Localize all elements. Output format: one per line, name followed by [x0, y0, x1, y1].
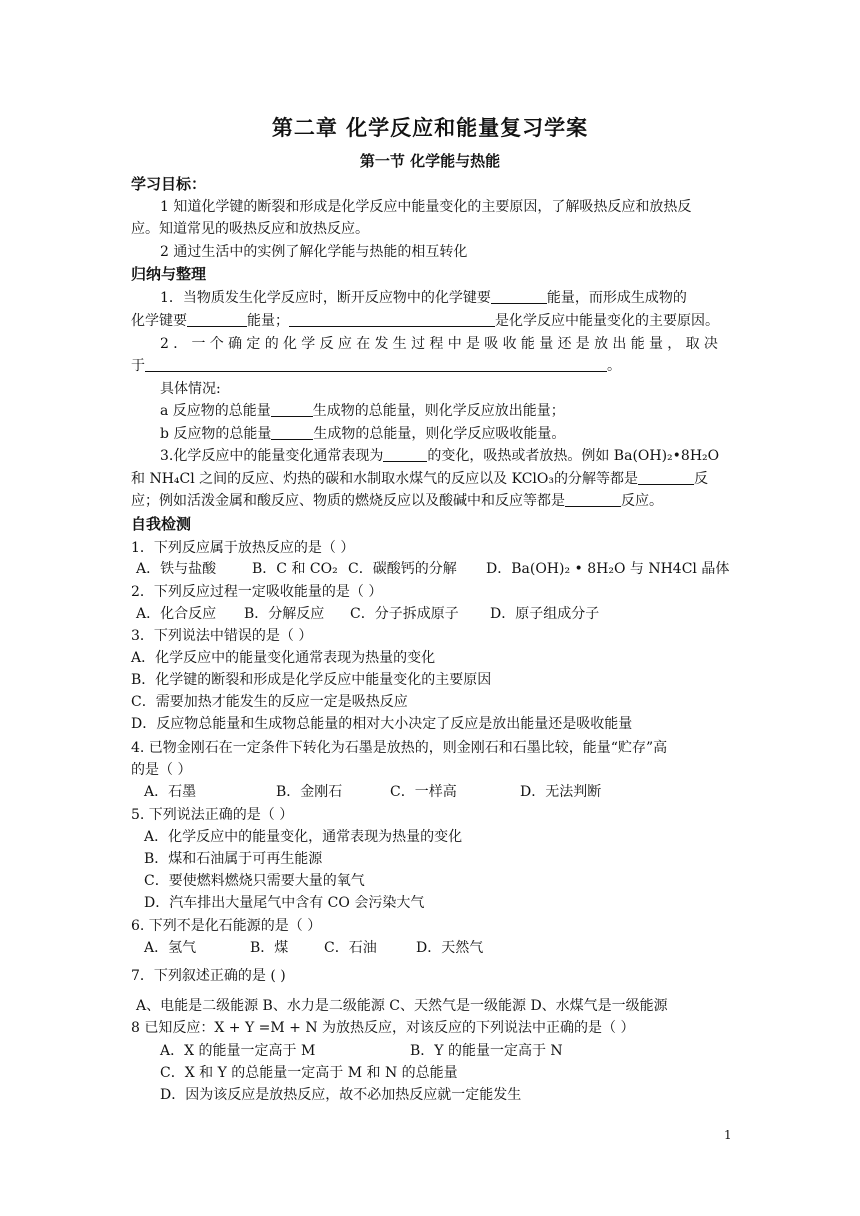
option-b[interactable]: B．金刚石	[276, 784, 343, 800]
page-title: 第二章 化学反应和能量复习学案	[271, 115, 589, 140]
summary-p3-line-3	[131, 491, 663, 511]
question-7: 7．下列叙述正确的是 ( )	[131, 968, 286, 984]
page-number: 1	[724, 1128, 732, 1142]
summary-p3-line-2	[131, 469, 708, 489]
text: 生成物的总能量，则化学反应放出能量；	[312, 403, 565, 419]
text: 于	[131, 358, 145, 374]
option-a[interactable]: A．铁与盐酸	[136, 561, 217, 577]
text: 化学键要	[131, 313, 187, 329]
question-3-option-c[interactable]: C．需要加热才能发生的反应一定是吸热反应	[131, 694, 408, 710]
text: 1．当物质发生化学反应时，断开反应物中的化学键要	[160, 290, 491, 306]
option-c[interactable]: C．一样高	[390, 784, 457, 800]
summary-p2-line-2	[131, 356, 621, 376]
text: 能量，而形成生成物的	[546, 290, 687, 306]
question-6-options	[144, 938, 483, 958]
question-4-options	[144, 782, 601, 802]
text: 反	[693, 471, 708, 487]
text: 的变化，吸热或者放热。例如 Ba(OH)₂•8H₂O	[427, 448, 720, 464]
text: 。	[607, 358, 621, 374]
summary-p2-line-1: 2．一个确定的化学反应在发生过程中是吸收能量还是放出能量，取决	[160, 336, 723, 352]
fill-blank[interactable]	[289, 312, 495, 327]
question-5-option-a[interactable]: A．化学反应中的能量变化，通常表现为热量的变化	[144, 829, 463, 845]
summary-p1-line-1	[160, 288, 687, 308]
question-4-line-1: 4. 已物金刚石在一定条件下转化为石墨是放热的，则金刚石和石墨比较，能量“贮存”高	[131, 740, 668, 756]
question-4-line-2: 的是（ ）	[131, 762, 192, 778]
check-heading: 自我检测	[131, 515, 192, 533]
fill-blank[interactable]	[271, 425, 313, 440]
detail-a	[160, 401, 565, 421]
option-a[interactable]: A．化合反应	[136, 606, 217, 622]
fill-blank[interactable]	[383, 447, 427, 462]
summary-p3-line-1	[160, 446, 719, 466]
option-b[interactable]: B．Y 的能量一定高于 N	[410, 1043, 563, 1059]
summary-heading: 归纳与整理	[131, 265, 207, 283]
detail-label: 具体情况:	[160, 381, 221, 397]
question-5-option-c[interactable]: C．要使燃料燃烧只需要大量的氧气	[144, 873, 365, 889]
option-d[interactable]: D．Ba(OH)₂ • 8H₂O 与 NH4Cl 晶体	[486, 561, 730, 577]
question-8-options-ab	[160, 1041, 563, 1061]
option-b[interactable]: B．C 和 CO₂	[252, 561, 338, 577]
option-c[interactable]: C．碳酸钙的分解	[348, 561, 457, 577]
fill-blank[interactable]	[491, 289, 547, 304]
question-8: 8 已知反应：X + Y =M + N 为放热反应，对该反应的下列说法中正确的是（ ）	[131, 1020, 635, 1036]
question-3: 3．下列说法中错误的是（ ）	[131, 628, 313, 644]
summary-p1-line-2	[131, 311, 719, 331]
option-d[interactable]: D．原子组成分子	[490, 606, 600, 622]
question-1: 1．下列反应属于放热反应的是（ ）	[131, 540, 355, 556]
goal-1-line-1: 1 知道化学键的断裂和形成是化学反应中能量变化的主要原因，了解吸热反应和放热反	[160, 199, 692, 215]
option-a[interactable]: A．氢气	[144, 940, 197, 956]
text: a 反应物的总能量	[160, 403, 271, 419]
goal-1-line-2: 应。知道常见的吸热反应和放热反应。	[131, 221, 369, 237]
question-8-option-c[interactable]: C．X 和 Y 的总能量一定高于 M 和 N 的总能量	[160, 1065, 458, 1081]
question-1-options	[136, 559, 729, 579]
option-d[interactable]: D．无法判断	[520, 784, 602, 800]
question-5: 5. 下列说法正确的是（ ）	[131, 807, 294, 823]
goal-2: 2 通过生活中的实例了解化学能与热能的相互转化	[160, 244, 468, 260]
option-b[interactable]: B．煤	[250, 940, 289, 956]
question-5-option-d[interactable]: D．汽车排出大量尾气中含有 CO 会污染大气	[144, 895, 425, 911]
option-a[interactable]: A．石墨	[144, 784, 197, 800]
detail-b	[160, 424, 565, 444]
option-a[interactable]: A．X 的能量一定高于 M	[160, 1043, 316, 1059]
question-3-option-d[interactable]: D．反应物总能量和生成物总能量的相对大小决定了反应是放出能量还是吸收能量	[131, 716, 633, 732]
fill-blank[interactable]	[271, 402, 313, 417]
text: 应；例如活泼金属和酸反应、物质的燃烧反应以及酸碱中和反应等都是	[131, 493, 565, 509]
text: 和 NH₄Cl 之间的反应、灼热的碳和水制取水煤气的反应以及 KClO₃的分解等都是	[131, 471, 638, 487]
question-2-options	[136, 604, 599, 624]
fill-blank[interactable]	[187, 312, 247, 327]
option-c[interactable]: C．石油	[324, 940, 377, 956]
question-3-option-b[interactable]: B．化学键的断裂和形成是化学反应中能量变化的主要原因	[131, 672, 492, 688]
question-3-option-a[interactable]: A．化学反应中的能量变化通常表现为热量的变化	[131, 650, 436, 666]
question-8-option-d[interactable]: D．因为该反应是放热反应，故不必加热反应就一定能发生	[160, 1087, 522, 1103]
question-5-option-b[interactable]: B．煤和石油属于可再生能源	[144, 851, 323, 867]
fill-blank[interactable]	[145, 357, 607, 372]
text: 能量；	[247, 313, 289, 329]
text: 3.化学反应中的能量变化通常表现为	[160, 448, 384, 464]
text: 反应。	[621, 493, 663, 509]
text: 生成物的总能量，则化学反应吸收能量。	[313, 426, 566, 442]
option-c[interactable]: C．分子拆成原子	[350, 606, 459, 622]
question-2: 2．下列反应过程一定吸收能量的是（ ）	[131, 584, 383, 600]
question-7-options[interactable]: A、电能是二级能源 B、水力是二级能源 C、天然气是一级能源 D、水煤气是一级能源	[136, 998, 668, 1014]
fill-blank[interactable]	[638, 470, 694, 485]
section-title: 第一节 化学能与热能	[359, 152, 501, 170]
option-d[interactable]: D．天然气	[416, 940, 484, 956]
text: 是化学反应中能量变化的主要原因。	[495, 313, 719, 329]
fill-blank[interactable]	[565, 492, 621, 507]
option-b[interactable]: B．分解反应	[244, 606, 325, 622]
text: b 反应物的总能量	[160, 426, 272, 442]
goals-heading: 学习目标：	[131, 175, 207, 193]
question-6: 6. 下列不是化石能源的是（ ）	[131, 918, 322, 934]
